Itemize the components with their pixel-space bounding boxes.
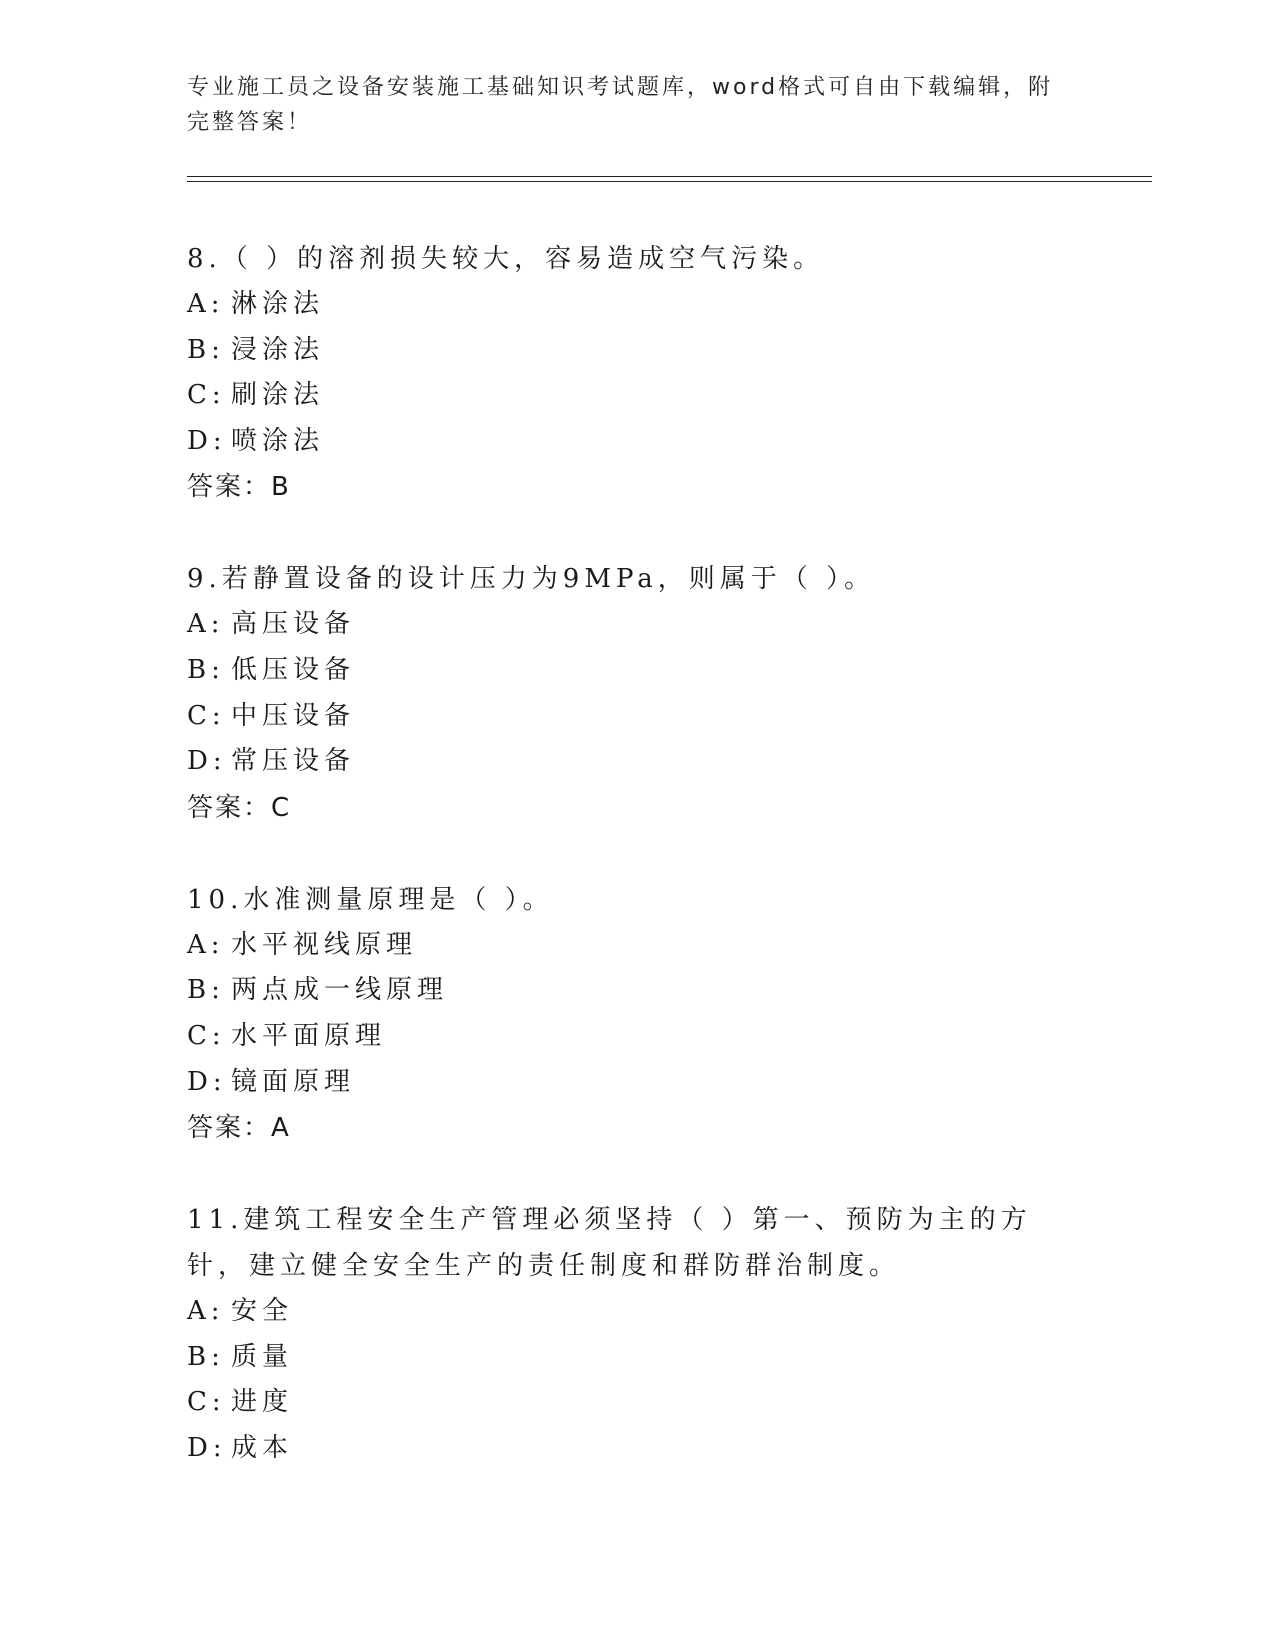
option-letter: B: <box>187 1341 225 1372</box>
option-text: 低压设备 <box>231 654 356 685</box>
option-d <box>187 739 1067 785</box>
option-a <box>187 923 1067 969</box>
option-text: 高压设备 <box>231 609 356 640</box>
question-10 <box>187 877 1067 1151</box>
answer-line: 答案：B <box>187 472 291 503</box>
option-c <box>187 694 1067 740</box>
option-c <box>187 1014 1067 1060</box>
question-title: 11.建筑工程安全生产管理必须坚持（ ）第一、预防为主的方针，建立健全安全生产的责任制度和群防群治制度。 <box>187 1205 1032 1282</box>
option-text: 中压设备 <box>231 700 356 731</box>
answer-line: 答案：A <box>187 1113 291 1144</box>
option-text: 常压设备 <box>231 746 356 777</box>
header-divider-top <box>187 176 1152 177</box>
option-letter: C: <box>187 1020 226 1051</box>
option-text: 质量 <box>231 1341 294 1372</box>
option-letter: C: <box>187 700 226 731</box>
option-letter: D: <box>187 746 227 777</box>
question-title: 10.水准测量原理是（ ）。 <box>187 884 554 915</box>
option-d <box>187 419 1067 465</box>
option-c <box>187 1380 1067 1426</box>
question-9 <box>187 556 1067 830</box>
option-b <box>187 968 1067 1014</box>
option-b <box>187 648 1067 694</box>
option-text: 安全 <box>231 1296 294 1327</box>
header-divider-bottom <box>187 181 1152 182</box>
option-b <box>187 1335 1067 1381</box>
option-d <box>187 1426 1067 1472</box>
option-c <box>187 373 1067 419</box>
option-text: 刷涂法 <box>231 380 325 411</box>
option-text: 两点成一线原理 <box>231 975 449 1006</box>
option-a <box>187 282 1067 328</box>
option-letter: D: <box>187 1066 227 1097</box>
option-letter: A: <box>187 929 225 960</box>
question-title: 9.若静置设备的设计压力为9MPa，则属于（ ）。 <box>187 564 876 595</box>
option-a <box>187 602 1067 648</box>
option-text: 喷涂法 <box>231 425 325 456</box>
option-letter: C: <box>187 380 226 411</box>
option-text: 成本 <box>231 1432 294 1463</box>
option-b <box>187 328 1067 374</box>
question-8 <box>187 236 1067 510</box>
option-letter: D: <box>187 1432 227 1463</box>
option-text: 浸涂法 <box>231 334 325 365</box>
option-text: 淋涂法 <box>231 289 325 319</box>
option-letter: B: <box>187 334 225 365</box>
question-11 <box>187 1197 1067 1471</box>
answer-line: 答案：C <box>187 792 292 823</box>
option-letter: B: <box>187 654 225 685</box>
option-a <box>187 1289 1067 1335</box>
option-letter: A: <box>187 289 225 319</box>
option-d <box>187 1060 1067 1106</box>
option-letter: B: <box>187 975 225 1006</box>
option-text: 镜面原理 <box>231 1066 356 1097</box>
option-text: 进度 <box>231 1387 294 1418</box>
option-letter: C: <box>187 1387 226 1418</box>
option-text: 水平视线原理 <box>231 929 418 960</box>
question-title: 8.（ ）的溶剂损失较大，容易造成空气污染。 <box>187 244 825 274</box>
option-letter: A: <box>187 1296 225 1327</box>
option-text: 水平面原理 <box>231 1020 387 1051</box>
question-list <box>187 236 1067 1518</box>
option-letter: A: <box>187 609 225 640</box>
option-letter: D: <box>187 425 227 456</box>
document-header: 专业施工员之设备安装施工基础知识考试题库，word格式可自由下载编辑，附完整答案！ <box>187 75 1054 135</box>
